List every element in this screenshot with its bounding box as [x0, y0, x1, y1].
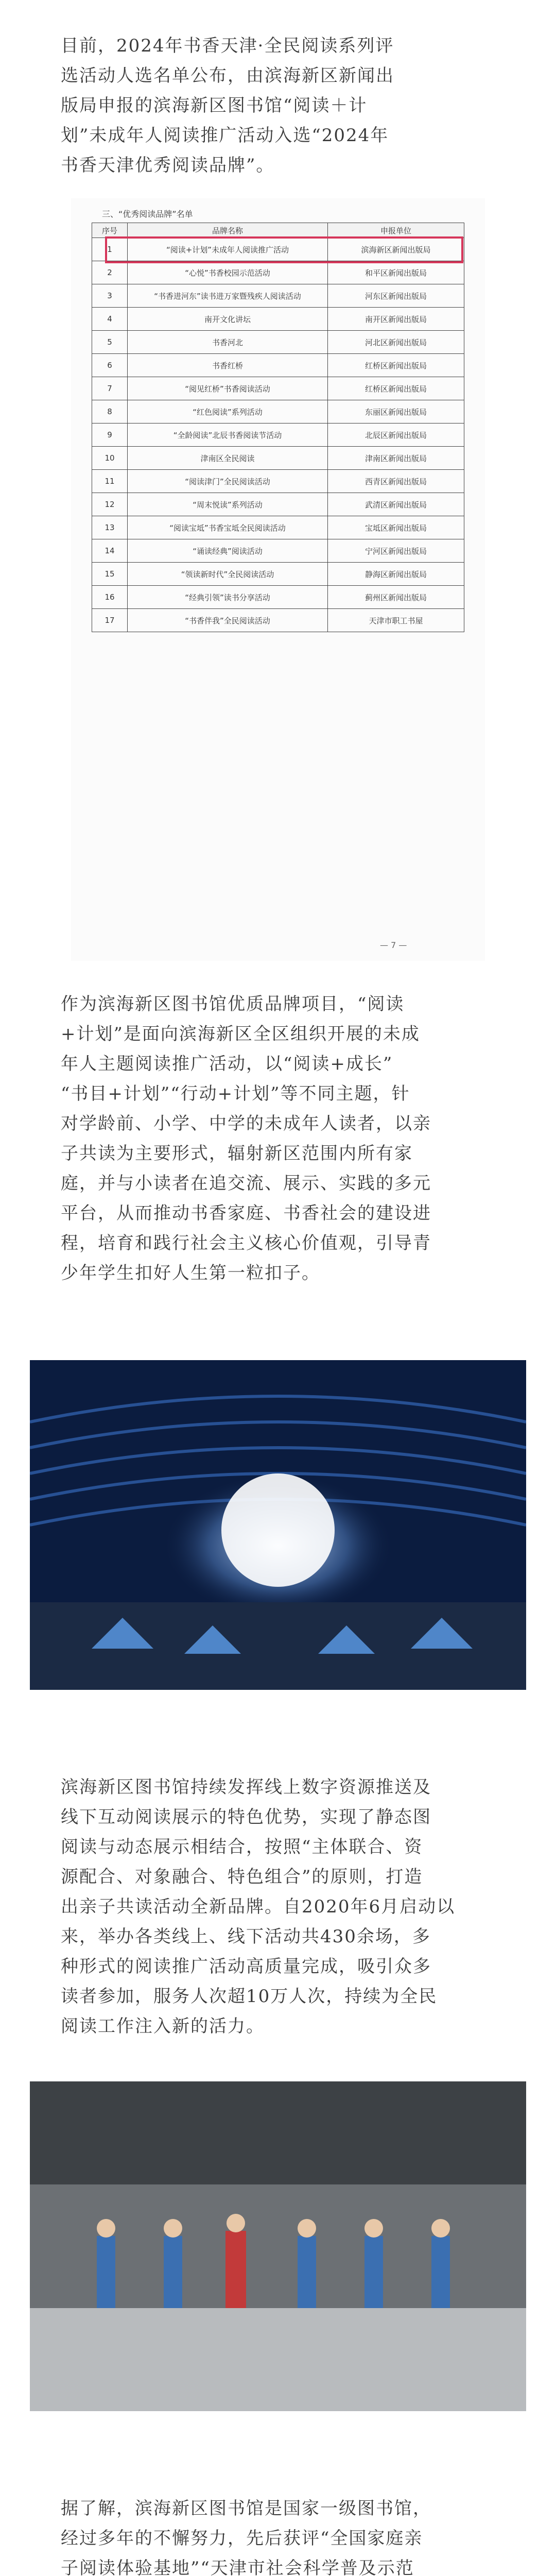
paragraph-line: 少年学生扣好人生第一粒扣子。 — [61, 1263, 320, 1283]
paragraph-line: 来，举办各类线上、线下活动共430余场，多 — [61, 1926, 431, 1947]
document-image — [71, 198, 485, 961]
table-cell-unit: 蓟州区新闻出版局 — [328, 586, 464, 609]
paragraph-line: 出亲子共读活动全新品牌。自2020年6月启动以 — [61, 1896, 456, 1917]
paragraph-line: 阅读与动态展示相结合，按照“主体联合、资 — [61, 1837, 423, 1857]
table-cell-name: “阅读宝坻”书香宝坻全民阅读活动 — [128, 516, 328, 539]
table-cell-name: “领读新时代”全民阅读活动 — [128, 563, 328, 586]
table-cell-unit: 和平区新闻出版局 — [328, 261, 464, 284]
paragraph-line: 选活动人选名单公布，由滨海新区新闻出 — [61, 65, 394, 86]
table-cell-unit: 津南区新闻出版局 — [328, 447, 464, 470]
header-unit: 申报单位 — [328, 223, 464, 238]
paragraph-line: 子阅读体验基地”“天津市社会科学普及示范 — [61, 2558, 414, 2576]
paragraph-line: 子共读为主要形式，辐射新区范围内所有家 — [61, 1143, 413, 1164]
paragraph-line: 书香天津优秀阅读品牌”。 — [61, 155, 275, 176]
table-row — [92, 539, 464, 563]
table-row — [92, 261, 464, 284]
table-cell-name: 南开文化讲坛 — [128, 308, 328, 331]
library-hall-photo — [30, 1360, 526, 1690]
paragraph-line: 对学龄前、小学、中学的未成年人读者，以亲 — [61, 1113, 431, 1134]
table-cell-no: 10 — [92, 447, 128, 470]
table-cell-name: 津南区全民阅读 — [128, 447, 328, 470]
document-title: 三、“优秀阅读品牌”名单 — [102, 209, 193, 219]
table-cell-no: 5 — [92, 331, 128, 354]
table-row — [92, 284, 464, 308]
table-cell-unit: 河北区新闻出版局 — [328, 331, 464, 354]
stage-performance-photo — [30, 2081, 526, 2411]
intro-paragraph — [61, 31, 498, 180]
paragraph-line: 滨海新区图书馆持续发挥线上数字资源推送及 — [61, 1777, 431, 1798]
table-cell-name: “周末悦读”系列活动 — [128, 493, 328, 516]
table-cell-no: 12 — [92, 493, 128, 516]
paragraph-line: 读者参加，服务人次超10万人次，持续为全民 — [61, 1986, 438, 2007]
table-cell-unit: 宝坻区新闻出版局 — [328, 516, 464, 539]
table-cell-unit: 河东区新闻出版局 — [328, 284, 464, 308]
paragraph-line: 版局申报的滨海新区图书馆“阅读＋计 — [61, 95, 368, 116]
table-row — [92, 470, 464, 493]
table-cell-name: “红色阅读”系列活动 — [128, 400, 328, 423]
paragraph-line: 程，培育和践行社会主义核心价值观，引导青 — [61, 1233, 431, 1253]
table-row — [92, 447, 464, 470]
table-cell-name: “阅读津门”全民阅读活动 — [128, 470, 328, 493]
paragraph-activities — [61, 1772, 498, 2041]
table-cell-no: 1 — [92, 238, 128, 261]
paragraph-line: 庭，并与小读者在追交流、展示、实践的多元 — [61, 1173, 431, 1194]
table-cell-no: 13 — [92, 516, 128, 539]
paragraph-line: 目前，2024年书香天津·全民阅读系列评 — [61, 36, 394, 56]
table-cell-no: 15 — [92, 563, 128, 586]
paragraph-line: 作为滨海新区图书馆优质品牌项目，“阅读 — [61, 994, 405, 1014]
table-cell-name: “心悦”书香校园示范活动 — [128, 261, 328, 284]
table-row — [92, 331, 464, 354]
page-number: — 7 — — [380, 940, 407, 950]
paragraph-line: 经过多年的不懈努力，先后获评“全国家庭亲 — [61, 2528, 423, 2549]
table-row — [92, 563, 464, 586]
table-row — [92, 238, 464, 261]
table-cell-name: “阅读+计划”未成年人阅读推广活动 — [128, 238, 328, 261]
paragraph-line: 划”未成年人阅读推广活动入选“2024年 — [61, 125, 389, 146]
paragraph-honors — [61, 2494, 498, 2576]
table-cell-unit: 东丽区新闻出版局 — [328, 400, 464, 423]
table-cell-no: 4 — [92, 308, 128, 331]
table-cell-name: “书香伴我”全民阅读活动 — [128, 609, 328, 632]
table-cell-unit: 红桥区新闻出版局 — [328, 377, 464, 400]
table-cell-unit: 静海区新闻出版局 — [328, 563, 464, 586]
table-cell-unit: 宁河区新闻出版局 — [328, 539, 464, 563]
table-cell-name: 书香河北 — [128, 331, 328, 354]
library-hall-illustration — [30, 1360, 526, 1690]
table-cell-name: “经典引领”读书分享活动 — [128, 586, 328, 609]
header-name: 品牌名称 — [128, 223, 328, 238]
table-cell-no: 17 — [92, 609, 128, 632]
header-no: 序号 — [92, 223, 128, 238]
table-row — [92, 586, 464, 609]
table-cell-name: “诵读经典”阅读活动 — [128, 539, 328, 563]
table-row — [92, 308, 464, 331]
paragraph-line: “书目+计划”“行动+计划”等不同主题，针 — [61, 1083, 410, 1104]
table-cell-no: 7 — [92, 377, 128, 400]
paragraph-line: 年人主题阅读推广活动，以“阅读+成长” — [61, 1054, 393, 1074]
table-cell-no: 9 — [92, 423, 128, 447]
table-cell-no: 2 — [92, 261, 128, 284]
table-row — [92, 516, 464, 539]
table-cell-name: “书香进河东”读书进万家暨残疾人阅读活动 — [128, 284, 328, 308]
table-cell-name: “阅见红桥”书香阅读活动 — [128, 377, 328, 400]
table-cell-no: 3 — [92, 284, 128, 308]
table-cell-unit: 红桥区新闻出版局 — [328, 354, 464, 377]
table-row — [92, 423, 464, 447]
paragraph-line: 种形式的阅读推广活动高质量完成，吸引众多 — [61, 1956, 431, 1977]
table-cell-unit: 西青区新闻出版局 — [328, 470, 464, 493]
table-cell-unit: 滨海新区新闻出版局 — [328, 238, 464, 261]
paragraph-line: 阅读工作注入新的活力。 — [61, 2016, 265, 2037]
stage-illustration — [30, 2081, 526, 2411]
table-cell-name: “全龄阅读”北辰书香阅读节活动 — [128, 423, 328, 447]
table-cell-name: 书香红桥 — [128, 354, 328, 377]
paragraph-brand-intro — [61, 989, 498, 1288]
paragraph-line: 线下互动阅读展示的特色优势，实现了静态图 — [61, 1807, 431, 1827]
awards-table — [92, 223, 464, 632]
table-row — [92, 400, 464, 423]
table-cell-unit: 天津市职工书屋 — [328, 609, 464, 632]
table-row — [92, 377, 464, 400]
table-cell-no: 11 — [92, 470, 128, 493]
paragraph-line: 源配合、对象融合、特色组合”的原则，打造 — [61, 1867, 423, 1887]
paragraph-line: 平台，从而推动书香家庭、书香社会的建设进 — [61, 1203, 431, 1224]
table-cell-unit: 北辰区新闻出版局 — [328, 423, 464, 447]
table-row — [92, 493, 464, 516]
table-cell-no: 14 — [92, 539, 128, 563]
paragraph-line: +计划”是面向滨海新区全区组织开展的未成 — [61, 1024, 420, 1044]
table-cell-no: 8 — [92, 400, 128, 423]
paragraph-line: 据了解，滨海新区图书馆是国家一级图书馆， — [61, 2498, 431, 2519]
table-row — [92, 354, 464, 377]
table-cell-unit: 武清区新闻出版局 — [328, 493, 464, 516]
table-row — [92, 609, 464, 632]
table-cell-no: 16 — [92, 586, 128, 609]
table-cell-unit: 南开区新闻出版局 — [328, 308, 464, 331]
table-cell-no: 6 — [92, 354, 128, 377]
